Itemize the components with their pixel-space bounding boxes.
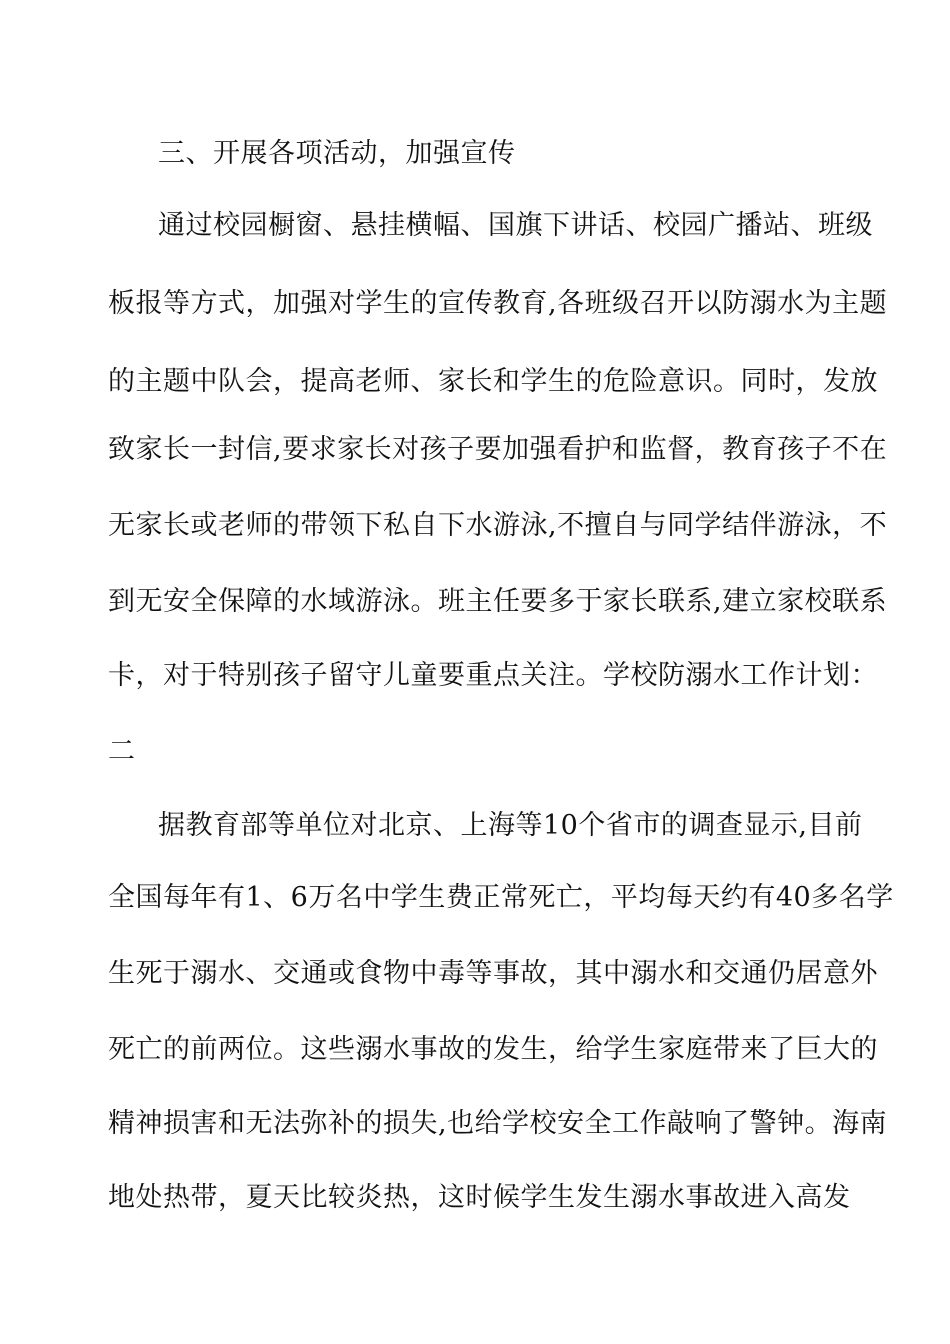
paragraph-line: 全国每年有1、6万名中学生费正常死亡，平均每天约有40多名学 [108, 882, 894, 913]
paragraph-line: 据教育部等单位对北京、上海等10个省市的调查显示,目前 [158, 810, 863, 841]
paragraph-line: 致家长一封信,要求家长对孩子要加强看护和监督，教育孩子不在 [108, 434, 888, 465]
paragraph-line: 到无安全保障的水域游泳。班主任要多于家长联系,建立家校联系 [108, 586, 888, 617]
paragraph-line: 地处热带，夏天比较炎热，这时候学生发生溺水事故进入高发 [108, 1182, 851, 1213]
paragraph-line: 的主题中队会，提高老师、家长和学生的危险意识。同时，发放 [108, 366, 878, 397]
paragraph-line: 生死于溺水、交通或食物中毒等事故，其中溺水和交通仍居意外 [108, 958, 878, 989]
paragraph-line: 无家长或老师的带领下私自下水游泳,不擅自与同学结伴游泳，不 [108, 510, 888, 541]
paragraph-line: 精神损害和无法弥补的损失,也给学校安全工作敲响了警钟。海南 [108, 1108, 888, 1139]
paragraph-line: 死亡的前两位。这些溺水事故的发生，给学生家庭带来了巨大的 [108, 1034, 878, 1065]
section-heading: 三、开展各项活动，加强宣传 [158, 138, 516, 169]
paragraph-line: 卡，对于特别孩子留守儿童要重点关注。学校防溺水工作计划： [108, 660, 878, 691]
paragraph-line: 板报等方式，加强对学生的宣传教育,各班级召开以防溺水为主题 [108, 288, 888, 319]
paragraph-line: 通过校园橱窗、悬挂横幅、国旗下讲话、校园广播站、班级 [158, 210, 873, 241]
section-number: 二 [108, 736, 136, 767]
